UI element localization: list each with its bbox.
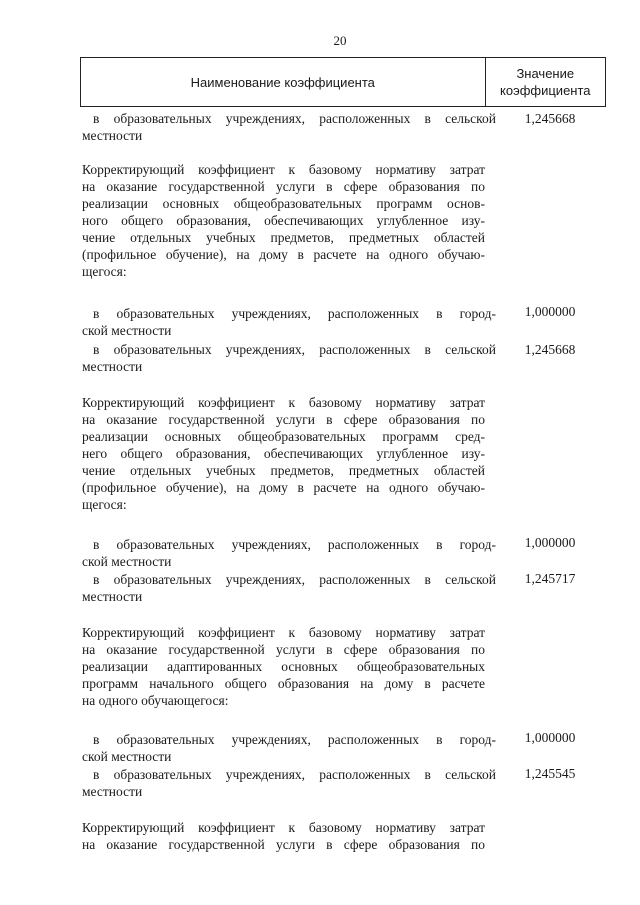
- column-header-value-line2: коэффициента: [500, 83, 591, 98]
- row-8-text: [82, 731, 496, 765]
- row-4-line-5: (профильное обучение), на дому в расчете на одного обучаю-: [82, 480, 485, 495]
- row-8-line-0: в образовательных учреждениях, расположенных в город-: [93, 732, 496, 747]
- row-1-line-6: щегося:: [82, 264, 127, 279]
- column-header-value-line1: Значение: [516, 66, 575, 81]
- row-5-line-1: ской местности: [82, 554, 172, 569]
- row-9-line-1: местности: [82, 784, 143, 799]
- row-0-line-1: местности: [82, 128, 143, 143]
- row-4-line-1: на оказание государственной услуги в сфере образования по: [82, 412, 485, 427]
- row-9-text: [82, 766, 496, 800]
- row-10-line-0: Корректирующий коэффициент к базовому нормативу затрат: [82, 820, 485, 835]
- row-3-line-1: местности: [82, 359, 143, 374]
- row-7-line-1: на оказание государственной услуги в сфере образования по: [82, 642, 485, 657]
- column-header-value: [485, 58, 605, 107]
- row-4-line-2: реализации основных общеобразовательных программ сред-: [82, 429, 485, 444]
- row-1-line-2: реализации основных общеобразовательных программ основ-: [82, 196, 485, 211]
- row-6-text: [82, 571, 496, 605]
- column-header-name: Наименование коэффициента: [81, 58, 486, 107]
- row-3-line-0: в образовательных учреждениях, расположенных в сельской: [93, 342, 496, 357]
- row-2-line-0: в образовательных учреждениях, расположенных в город-: [93, 306, 496, 321]
- row-5-text: [82, 536, 496, 570]
- row-1-line-0: Корректирующий коэффициент к базовому нормативу затрат: [82, 162, 485, 177]
- row-6-line-0: в образовательных учреждениях, расположенных в сельской: [93, 572, 496, 587]
- row-4-line-6: щегося:: [82, 497, 127, 512]
- row-3-value: 1,245668: [524, 342, 576, 357]
- row-5-value: 1,000000: [524, 535, 576, 550]
- row-4-line-4: чение отдельных учебных предметов, предметных областей: [82, 463, 485, 478]
- row-4-text: [82, 394, 485, 513]
- row-0-text: [82, 110, 496, 144]
- row-8-value: 1,000000: [524, 730, 576, 745]
- row-5-line-0: в образовательных учреждениях, расположенных в город-: [93, 537, 496, 552]
- row-2-text: [82, 305, 496, 339]
- row-9-line-0: в образовательных учреждениях, расположенных в сельской: [93, 767, 496, 782]
- row-2-line-1: ской местности: [82, 323, 172, 338]
- row-2-value: 1,000000: [524, 304, 576, 319]
- row-4-line-0: Корректирующий коэффициент к базовому нормативу затрат: [82, 395, 485, 410]
- row-7-line-3: программ начального общего образования на дому в расчете: [82, 676, 485, 691]
- coefficient-table-header: [80, 57, 606, 107]
- row-7-text: [82, 624, 485, 709]
- page-number: 20: [333, 33, 347, 48]
- row-0-value: 1,245668: [524, 111, 576, 126]
- row-1-line-5: (профильное обучение), на дому в расчете на одного обучаю-: [82, 247, 485, 262]
- row-6-value: 1,245717: [524, 571, 576, 586]
- row-1-text: [82, 161, 485, 280]
- row-9-value: 1,245545: [524, 766, 576, 781]
- row-6-line-1: местности: [82, 589, 143, 604]
- row-8-line-1: ской местности: [82, 749, 172, 764]
- row-1-line-3: ного общего образования, обеспечивающих углубленное изу-: [82, 213, 485, 228]
- row-1-line-1: на оказание государственной услуги в сфере образования по: [82, 179, 485, 194]
- row-10-text: [82, 819, 485, 853]
- row-4-line-3: него общего образования, обеспечивающих углубленное изу-: [82, 446, 485, 461]
- row-7-line-0: Корректирующий коэффициент к базовому нормативу затрат: [82, 625, 485, 640]
- row-10-line-1: на оказание государственной услуги в сфере образования по: [82, 837, 485, 852]
- row-1-line-4: чение отдельных учебных предметов, предметных областей: [82, 230, 485, 245]
- row-7-line-2: реализации адаптированных основных общеобразовательных: [82, 659, 485, 674]
- row-0-line-0: в образовательных учреждениях, расположенных в сельской: [93, 111, 496, 126]
- row-7-line-4: на одного обучающегося:: [82, 693, 229, 708]
- row-3-text: [82, 341, 496, 375]
